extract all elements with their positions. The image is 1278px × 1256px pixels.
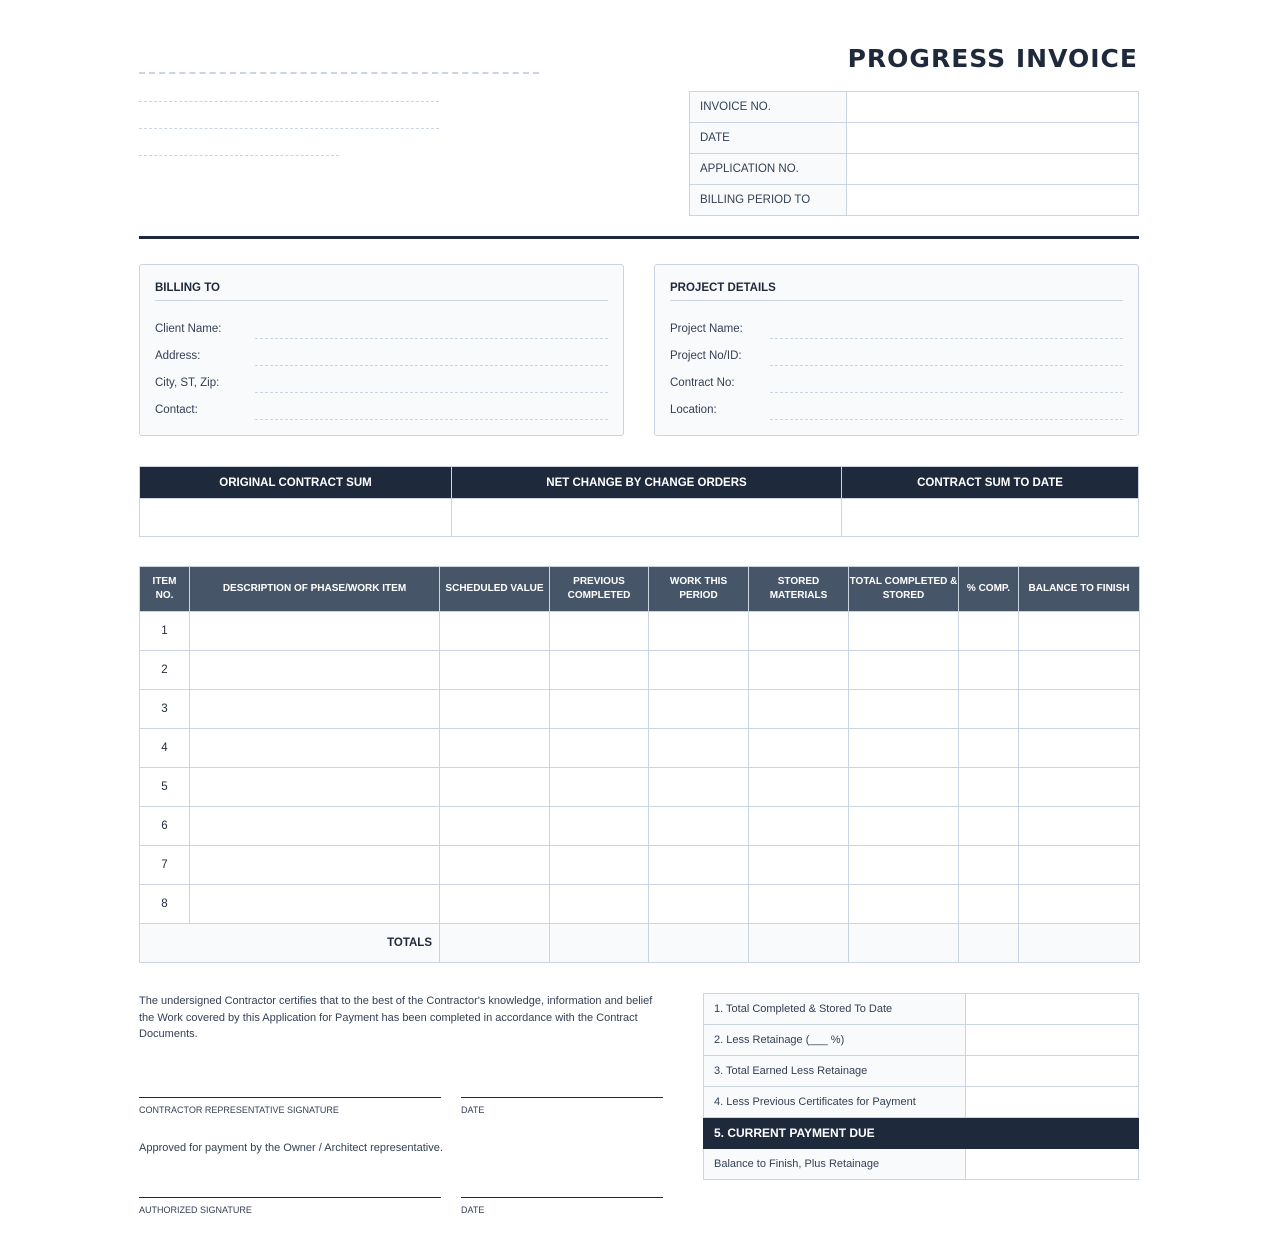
work-this-period-cell[interactable] — [649, 885, 749, 924]
table-row — [140, 807, 1140, 846]
total-stored-materials[interactable] — [749, 924, 849, 963]
contract-sum-to-date-header: CONTRACT SUM TO DATE — [842, 467, 1139, 499]
meta-label: INVOICE NO. — [690, 92, 847, 123]
project-name-row — [670, 310, 1123, 337]
stored-materials-cell[interactable] — [749, 612, 849, 651]
address-row — [155, 337, 608, 364]
summary-row — [704, 1025, 1139, 1056]
city-row — [155, 364, 608, 391]
company-name-line[interactable] — [139, 72, 539, 74]
col-header-stored-materials: STORED MATERIALS — [749, 567, 849, 612]
balance-to-finish-cell[interactable] — [1019, 807, 1140, 846]
location-row — [670, 391, 1123, 418]
balance-to-finish-cell[interactable] — [1019, 729, 1140, 768]
balance-to-finish-cell[interactable] — [1019, 846, 1140, 885]
previous-completed-cell[interactable] — [550, 729, 649, 768]
header-divider — [139, 236, 1139, 239]
total-previous-completed[interactable] — [550, 924, 649, 963]
work-this-period-cell[interactable] — [649, 651, 749, 690]
meta-row-billing-period — [690, 185, 1139, 216]
authorized-signature-label: AUTHORIZED SIGNATURE — [139, 1205, 252, 1215]
contract-sum-to-date-field[interactable] — [842, 499, 1139, 537]
project-id-field[interactable] — [770, 354, 1123, 366]
approved-text: Approved for payment by the Owner / Architect representative. — [139, 1142, 443, 1154]
work-this-period-cell[interactable] — [649, 690, 749, 729]
billing-period-field[interactable] — [847, 185, 1139, 216]
stored-materials-cell[interactable] — [749, 690, 849, 729]
previous-completed-cell[interactable] — [550, 807, 649, 846]
certification-text: The undersigned Contractor certifies that to the best of the Contractor's knowledge, information and belief the Work covered by this Application for Payment has been completed in accordance with the Contract Documents. — [139, 995, 653, 1040]
stored-materials-cell[interactable] — [749, 729, 849, 768]
authorized-date-line[interactable] — [461, 1197, 663, 1198]
scheduled-value-cell[interactable] — [440, 768, 550, 807]
description-cell[interactable] — [190, 690, 440, 729]
less-previous-certificates-field[interactable] — [966, 1087, 1139, 1118]
item-no: 7 — [140, 846, 190, 885]
total-completed-stored-cell[interactable] — [849, 612, 959, 651]
percent-complete-cell[interactable] — [959, 768, 1019, 807]
col-header-description: DESCRIPTION OF PHASE/WORK ITEM — [190, 567, 440, 612]
date-field[interactable] — [847, 123, 1139, 154]
scheduled-value-cell[interactable] — [440, 846, 550, 885]
billing-to-panel — [139, 264, 624, 436]
summary-row — [704, 1056, 1139, 1087]
previous-completed-cell[interactable] — [550, 846, 649, 885]
field-label: Location: — [670, 404, 717, 416]
item-no: 6 — [140, 807, 190, 846]
percent-complete-cell[interactable] — [959, 651, 1019, 690]
previous-completed-cell[interactable] — [550, 768, 649, 807]
billing-to-heading: BILLING TO — [155, 282, 608, 301]
totals-row — [140, 924, 1140, 963]
company-address-line[interactable] — [139, 101, 439, 102]
table-row — [140, 690, 1140, 729]
total-completed-stored-cell[interactable] — [849, 885, 959, 924]
summary-row — [704, 994, 1139, 1025]
item-no: 4 — [140, 729, 190, 768]
table-row — [140, 612, 1140, 651]
authorized-date-label: DATE — [461, 1205, 485, 1215]
original-contract-sum-header: ORIGINAL CONTRACT SUM — [140, 467, 452, 499]
description-cell[interactable] — [190, 612, 440, 651]
description-cell[interactable] — [190, 807, 440, 846]
item-no: 2 — [140, 651, 190, 690]
col-header-work-this-period: WORK THIS PERIOD — [649, 567, 749, 612]
total-completed-stored-cell[interactable] — [849, 729, 959, 768]
table-row — [140, 651, 1140, 690]
summary-label: 3. Total Earned Less Retainage — [704, 1056, 966, 1087]
percent-complete-cell[interactable] — [959, 846, 1019, 885]
net-change-field[interactable] — [452, 499, 842, 537]
table-row — [140, 846, 1140, 885]
col-header-item-no: ITEM NO. — [140, 567, 190, 612]
project-id-row — [670, 337, 1123, 364]
city-field[interactable] — [255, 381, 608, 393]
net-change-header: NET CHANGE BY CHANGE ORDERS — [452, 467, 842, 499]
meta-row-date — [690, 123, 1139, 154]
totals-label: TOTALS — [140, 924, 440, 963]
total-completed-stored-cell[interactable] — [849, 768, 959, 807]
col-header-scheduled-value: SCHEDULED VALUE — [440, 567, 550, 612]
company-contact-line[interactable] — [139, 155, 339, 156]
field-label: Client Name: — [155, 323, 222, 335]
field-label: Address: — [155, 350, 201, 362]
total-percent-complete[interactable] — [959, 924, 1019, 963]
meta-label: APPLICATION NO. — [690, 154, 847, 185]
contractor-date-label: DATE — [461, 1105, 485, 1115]
total-completed-stored-cell[interactable] — [849, 651, 959, 690]
field-label: City, ST, Zip: — [155, 377, 220, 389]
work-this-period-cell[interactable] — [649, 846, 749, 885]
item-no: 3 — [140, 690, 190, 729]
stored-materials-cell[interactable] — [749, 807, 849, 846]
previous-completed-cell[interactable] — [550, 612, 649, 651]
balance-to-finish-cell[interactable] — [1019, 885, 1140, 924]
table-row — [140, 768, 1140, 807]
current-payment-due-field[interactable] — [966, 1118, 1139, 1149]
invoice-meta-table — [689, 91, 1139, 216]
col-header-previous-completed: PREVIOUS COMPLETED — [550, 567, 649, 612]
field-label: Project Name: — [670, 323, 743, 335]
application-no-field[interactable] — [847, 154, 1139, 185]
original-contract-sum-field[interactable] — [140, 499, 452, 537]
work-this-period-cell[interactable] — [649, 768, 749, 807]
project-details-panel — [654, 264, 1139, 436]
company-city-line[interactable] — [139, 128, 439, 129]
field-label: Project No/ID: — [670, 350, 742, 362]
balance-to-finish-cell[interactable] — [1019, 690, 1140, 729]
description-cell[interactable] — [190, 729, 440, 768]
location-field[interactable] — [770, 408, 1123, 420]
summary-label: 4. Less Previous Certificates for Payment — [704, 1087, 966, 1118]
scheduled-value-cell[interactable] — [440, 690, 550, 729]
summary-label: Balance to Finish, Plus Retainage — [704, 1149, 966, 1180]
item-no: 8 — [140, 885, 190, 924]
total-balance-to-finish[interactable] — [1019, 924, 1140, 963]
total-earned-field[interactable] — [966, 1056, 1139, 1087]
description-cell[interactable] — [190, 846, 440, 885]
client-name-field[interactable] — [255, 327, 608, 339]
contact-row — [155, 391, 608, 418]
item-no: 1 — [140, 612, 190, 651]
percent-complete-cell[interactable] — [959, 729, 1019, 768]
work-this-period-cell[interactable] — [649, 807, 749, 846]
balance-to-finish-cell[interactable] — [1019, 612, 1140, 651]
client-name-row — [155, 310, 608, 337]
summary-row — [704, 1149, 1139, 1180]
total-completed-stored[interactable] — [849, 924, 959, 963]
percent-complete-cell[interactable] — [959, 885, 1019, 924]
contractor-signature-line[interactable] — [139, 1097, 441, 1098]
summary-label: 2. Less Retainage (___ %) — [704, 1025, 966, 1056]
total-completed-stored-cell[interactable] — [849, 807, 959, 846]
meta-label: BILLING PERIOD TO — [690, 185, 847, 216]
scheduled-value-cell[interactable] — [440, 729, 550, 768]
meta-label: DATE — [690, 123, 847, 154]
item-no: 5 — [140, 768, 190, 807]
summary-row — [704, 1087, 1139, 1118]
table-row — [140, 729, 1140, 768]
col-header-total-completed: TOTAL COMPLETED & STORED — [849, 567, 959, 612]
total-work-this-period[interactable] — [649, 924, 749, 963]
field-label: Contact: — [155, 404, 198, 416]
work-this-period-cell[interactable] — [649, 612, 749, 651]
col-header-percent-complete: % COMP. — [959, 567, 1019, 612]
page-title: PROGRESS INVOICE — [847, 44, 1138, 73]
contractor-signature-label: CONTRACTOR REPRESENTATIVE SIGNATURE — [139, 1105, 339, 1115]
total-completed-stored-field[interactable] — [966, 994, 1139, 1025]
stored-materials-cell[interactable] — [749, 885, 849, 924]
scheduled-value-cell[interactable] — [440, 612, 550, 651]
project-name-field[interactable] — [770, 327, 1123, 339]
total-scheduled-value[interactable] — [440, 924, 550, 963]
contract-no-field[interactable] — [770, 381, 1123, 393]
meta-row-application-no — [690, 154, 1139, 185]
authorized-signature-line[interactable] — [139, 1197, 441, 1198]
col-header-balance-to-finish: BALANCE TO FINISH — [1019, 567, 1140, 612]
balance-to-finish-cell[interactable] — [1019, 768, 1140, 807]
previous-completed-cell[interactable] — [550, 885, 649, 924]
current-payment-due-label: 5. CURRENT PAYMENT DUE — [704, 1118, 966, 1149]
work-items-table — [139, 566, 1140, 963]
contact-field[interactable] — [255, 408, 608, 420]
percent-complete-cell[interactable] — [959, 807, 1019, 846]
less-retainage-field[interactable] — [966, 1025, 1139, 1056]
percent-complete-cell[interactable] — [959, 612, 1019, 651]
description-cell[interactable] — [190, 885, 440, 924]
payment-summary-table — [703, 993, 1139, 1180]
previous-completed-cell[interactable] — [550, 651, 649, 690]
total-completed-stored-cell[interactable] — [849, 846, 959, 885]
balance-to-finish-cell[interactable] — [1019, 651, 1140, 690]
field-label: Contract No: — [670, 377, 735, 389]
description-cell[interactable] — [190, 768, 440, 807]
address-field[interactable] — [255, 354, 608, 366]
table-row — [140, 885, 1140, 924]
summary-label: 1. Total Completed & Stored To Date — [704, 994, 966, 1025]
meta-row-invoice-no — [690, 92, 1139, 123]
contract-no-row — [670, 364, 1123, 391]
balance-to-finish-field[interactable] — [966, 1149, 1139, 1180]
scheduled-value-cell[interactable] — [440, 807, 550, 846]
invoice-no-field[interactable] — [847, 92, 1139, 123]
project-details-heading: PROJECT DETAILS — [670, 282, 1123, 301]
total-completed-stored-cell[interactable] — [849, 690, 959, 729]
scheduled-value-cell[interactable] — [440, 651, 550, 690]
stored-materials-cell[interactable] — [749, 651, 849, 690]
work-this-period-cell[interactable] — [649, 729, 749, 768]
current-payment-due-row — [704, 1118, 1139, 1149]
stored-materials-cell[interactable] — [749, 768, 849, 807]
percent-complete-cell[interactable] — [959, 690, 1019, 729]
scheduled-value-cell[interactable] — [440, 885, 550, 924]
contract-sums-table — [139, 466, 1139, 537]
contractor-date-line[interactable] — [461, 1097, 663, 1098]
previous-completed-cell[interactable] — [550, 690, 649, 729]
stored-materials-cell[interactable] — [749, 846, 849, 885]
description-cell[interactable] — [190, 651, 440, 690]
